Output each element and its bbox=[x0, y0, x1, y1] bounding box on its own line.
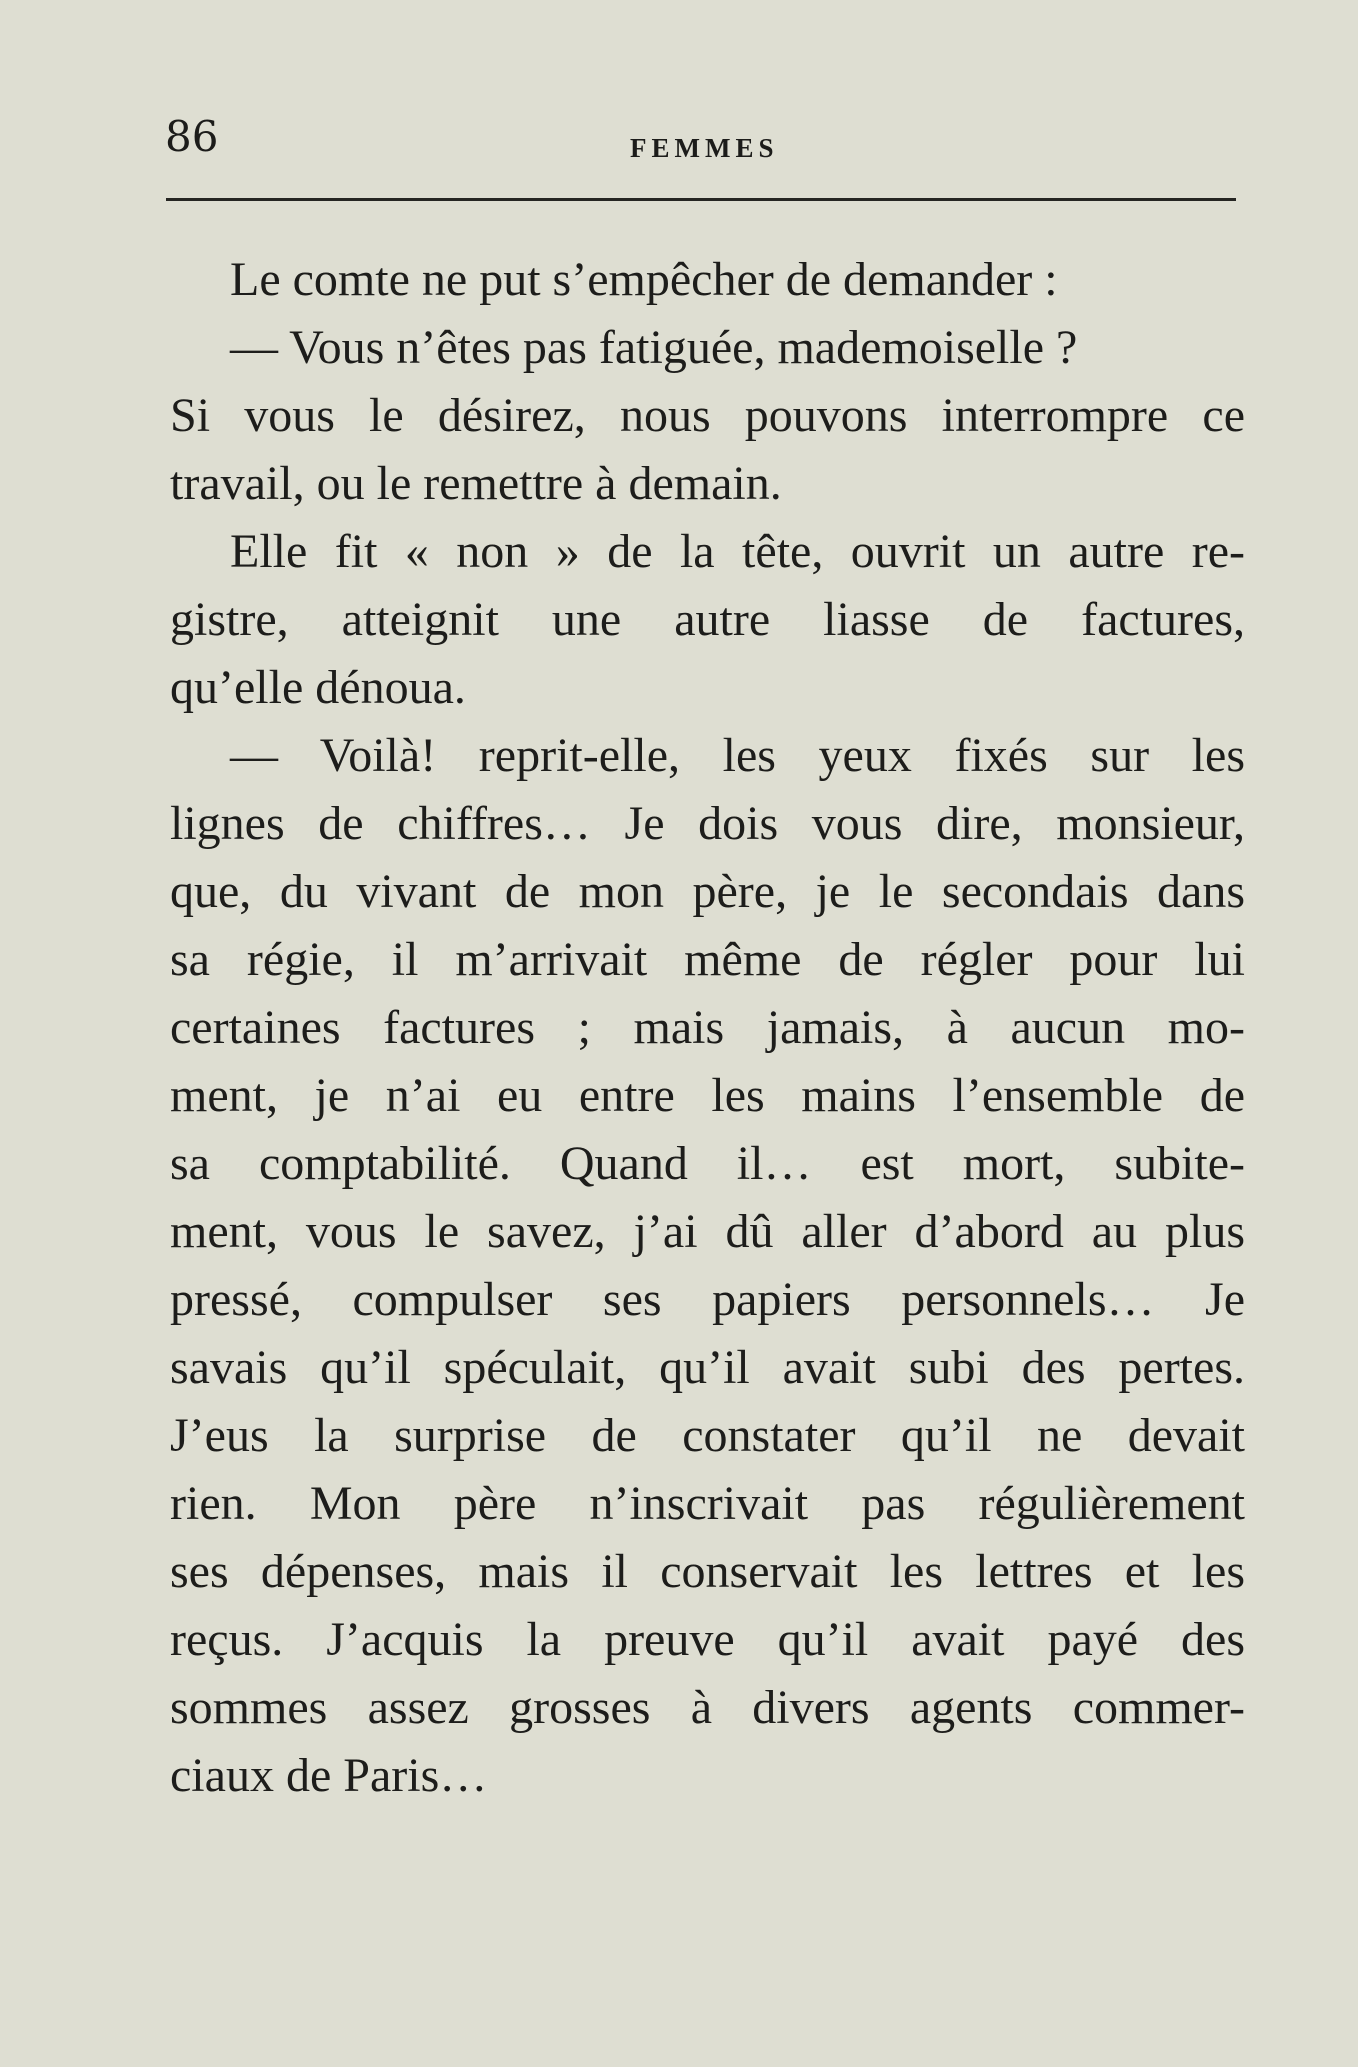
text-line: gistre, atteignit une autre liasse de factures, bbox=[170, 593, 1245, 646]
text-line: qu’elle dénoua. bbox=[170, 661, 466, 714]
text-line: — Voilà! reprit-elle, les yeux fixés sur les bbox=[230, 729, 1245, 782]
running-title: FEMMES bbox=[630, 133, 779, 163]
text-body bbox=[170, 246, 1245, 1810]
text-line: rien. Mon père n’inscrivait pas régulièrement bbox=[170, 1477, 1245, 1530]
text-line: reçus. J’acquis la preuve qu’il avait payé des bbox=[170, 1613, 1245, 1666]
text-line: Le comte ne put s’empêcher de demander : bbox=[230, 253, 1058, 306]
text-line: pressé, compulser ses papiers personnels… Je bbox=[170, 1273, 1245, 1326]
text-line: — Vous n’êtes pas fatiguée, mademoiselle ? bbox=[230, 321, 1078, 374]
text-line: sommes assez grosses à divers agents commer- bbox=[170, 1681, 1245, 1734]
text-line: ment, vous le savez, j’ai dû aller d’abord au plus bbox=[170, 1205, 1245, 1258]
text-line: sa régie, il m’arrivait même de régler pour lui bbox=[170, 933, 1245, 986]
text-line: travail, ou le remettre à demain. bbox=[170, 457, 782, 510]
text-line: certaines factures ; mais jamais, à aucun mo- bbox=[170, 1001, 1245, 1054]
text-line: ses dépenses, mais il conservait les lettres et les bbox=[170, 1545, 1245, 1598]
text-line: que, du vivant de mon père, je le secondais dans bbox=[170, 865, 1245, 918]
text-line: lignes de chiffres… Je dois vous dire, monsieur, bbox=[170, 797, 1245, 850]
page-number: 86 bbox=[165, 112, 219, 161]
header-rule bbox=[166, 198, 1236, 201]
text-line: Elle fit « non » de la tête, ouvrit un autre re- bbox=[230, 525, 1245, 578]
text-line: ciaux de Paris… bbox=[170, 1749, 488, 1802]
text-line: Si vous le désirez, nous pouvons interrompre ce bbox=[170, 389, 1245, 442]
text-line: savais qu’il spéculait, qu’il avait subi des pertes. bbox=[170, 1341, 1245, 1394]
text-line: sa comptabilité. Quand il… est mort, subite- bbox=[170, 1137, 1245, 1190]
text-line: ment, je n’ai eu entre les mains l’ensemble de bbox=[170, 1069, 1245, 1122]
text-line: J’eus la surprise de constater qu’il ne devait bbox=[170, 1409, 1245, 1462]
